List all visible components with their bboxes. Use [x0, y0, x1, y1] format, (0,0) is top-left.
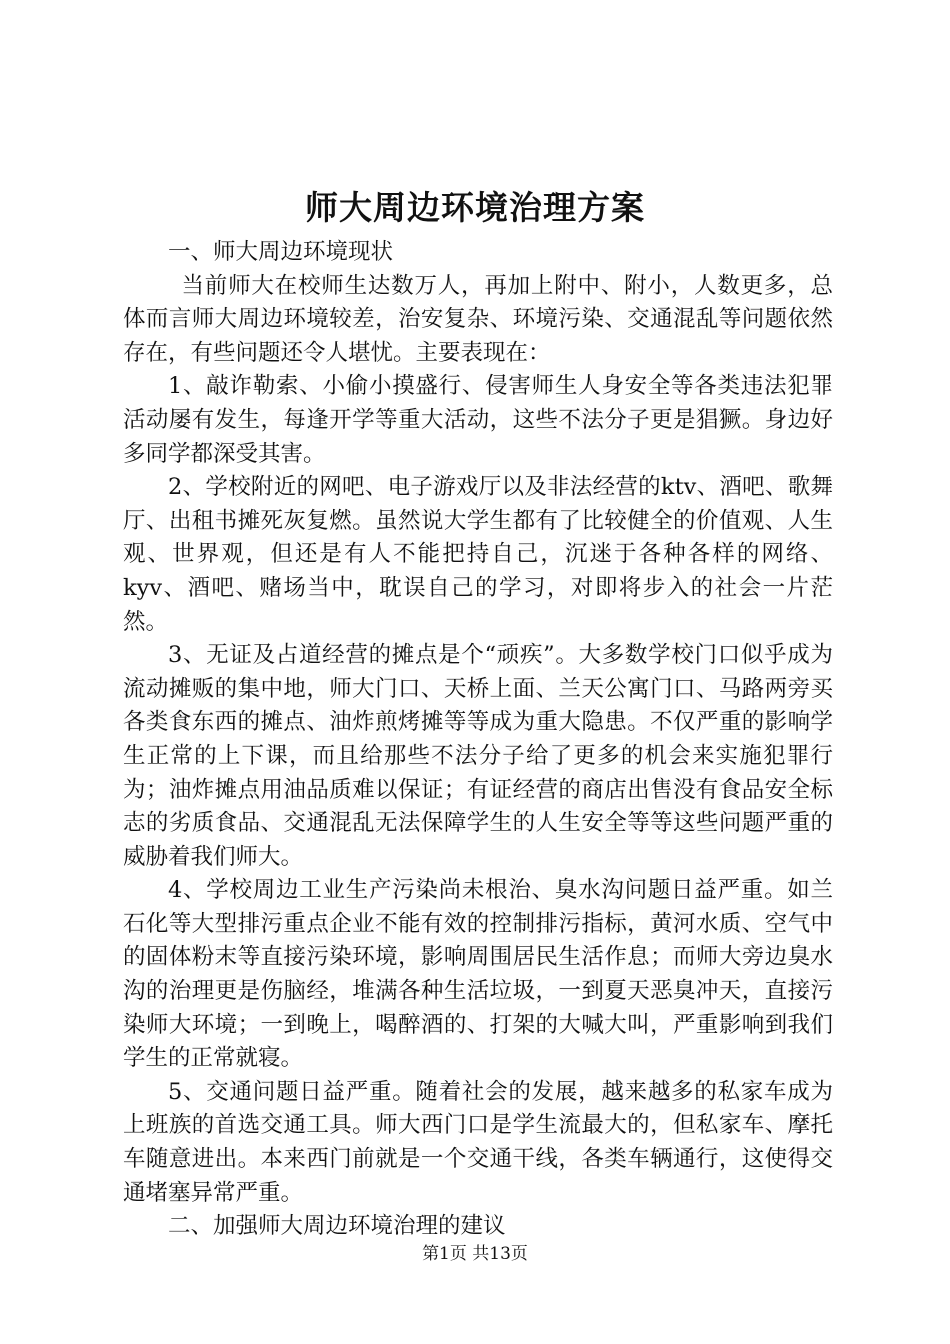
section-heading-2: 二、加强师大周边环境治理的建议 — [168, 1213, 506, 1240]
page-number-footer: 第1页 共13页 — [422, 1244, 528, 1264]
paragraph-item-1: 1、敲诈勒索、小偷小摸盛行、侵害师生人身安全等各类违法犯罪活动屡有发生，每逢开学等重大活动，这些不法分子更是猖獗。身边好多同学都深受其害。 — [123, 373, 833, 467]
paragraph-item-4: 4、学校周边工业生产污染尚未根治、臭水沟问题日益严重。如兰石化等大型排污重点企业不能有效的控制排污指标，黄河水质、空气中的固体粉末等直接污染环境，影响周围居民生活作息；而师大旁边臭水沟的治理更是伤脑经，堆满各种生活垃圾，一到夏天恶臭冲天，直接污染师大环境；一到晚上，喝醉酒的、打架的大喊大叫，严重影响到我们学生的正常就寝。 — [123, 877, 833, 1072]
paragraph-item-2: 2、学校附近的网吧、电子游戏厅以及非法经营的ktv、酒吧、歌舞厅、出租书摊死灰复燃。虽然说大学生都有了比较健全的价值观、人生观、世界观，但还是有人不能把持自己，沉迷于各种各样的网络、kyv、酒吧、赌场当中，耽误自己的学习，对即将步入的社会一片茫然。 — [123, 474, 833, 635]
paragraph-intro: 当前师大在校师生达数万人，再加上附中、附小，人数更多，总体而言师大周边环境较差，治安复杂、环境污染、交通混乱等问题依然存在，有些问题还令人堪忧。主要表现在： — [123, 272, 833, 366]
document-title: 师大周边环境治理方案 — [305, 188, 645, 227]
paragraph-item-3: 3、无证及占道经营的摊点是个“顽疾”。大多数学校门口似乎成为流动摊贩的集中地，师大门口、天桥上面、兰天公寓门口、马路两旁买各类食东西的摊点、油炸煎烤摊等等成为重大隐患。不仅严重的影响学生正常的上下课，而且给那些不法分子给了更多的机会来实施犯罪行为；油炸摊点用油品质难以保证；有证经营的商店出售没有食品安全标志的劣质食品、交通混乱无法保障学生的人生安全等等这些问题严重的威胁着我们师大。 — [123, 642, 833, 870]
paragraph-item-5: 5、交通问题日益严重。随着社会的发展，越来越多的私家车成为上班族的首选交通工具。师大西门口是学生流最大的，但私家车、摩托车随意进出。本来西门前就是一个交通干线，各类车辆通行，这使得交通堵塞异常严重。 — [123, 1078, 833, 1206]
document-body — [123, 236, 833, 1244]
section-heading-1: 一、师大周边环境现状 — [168, 239, 394, 265]
